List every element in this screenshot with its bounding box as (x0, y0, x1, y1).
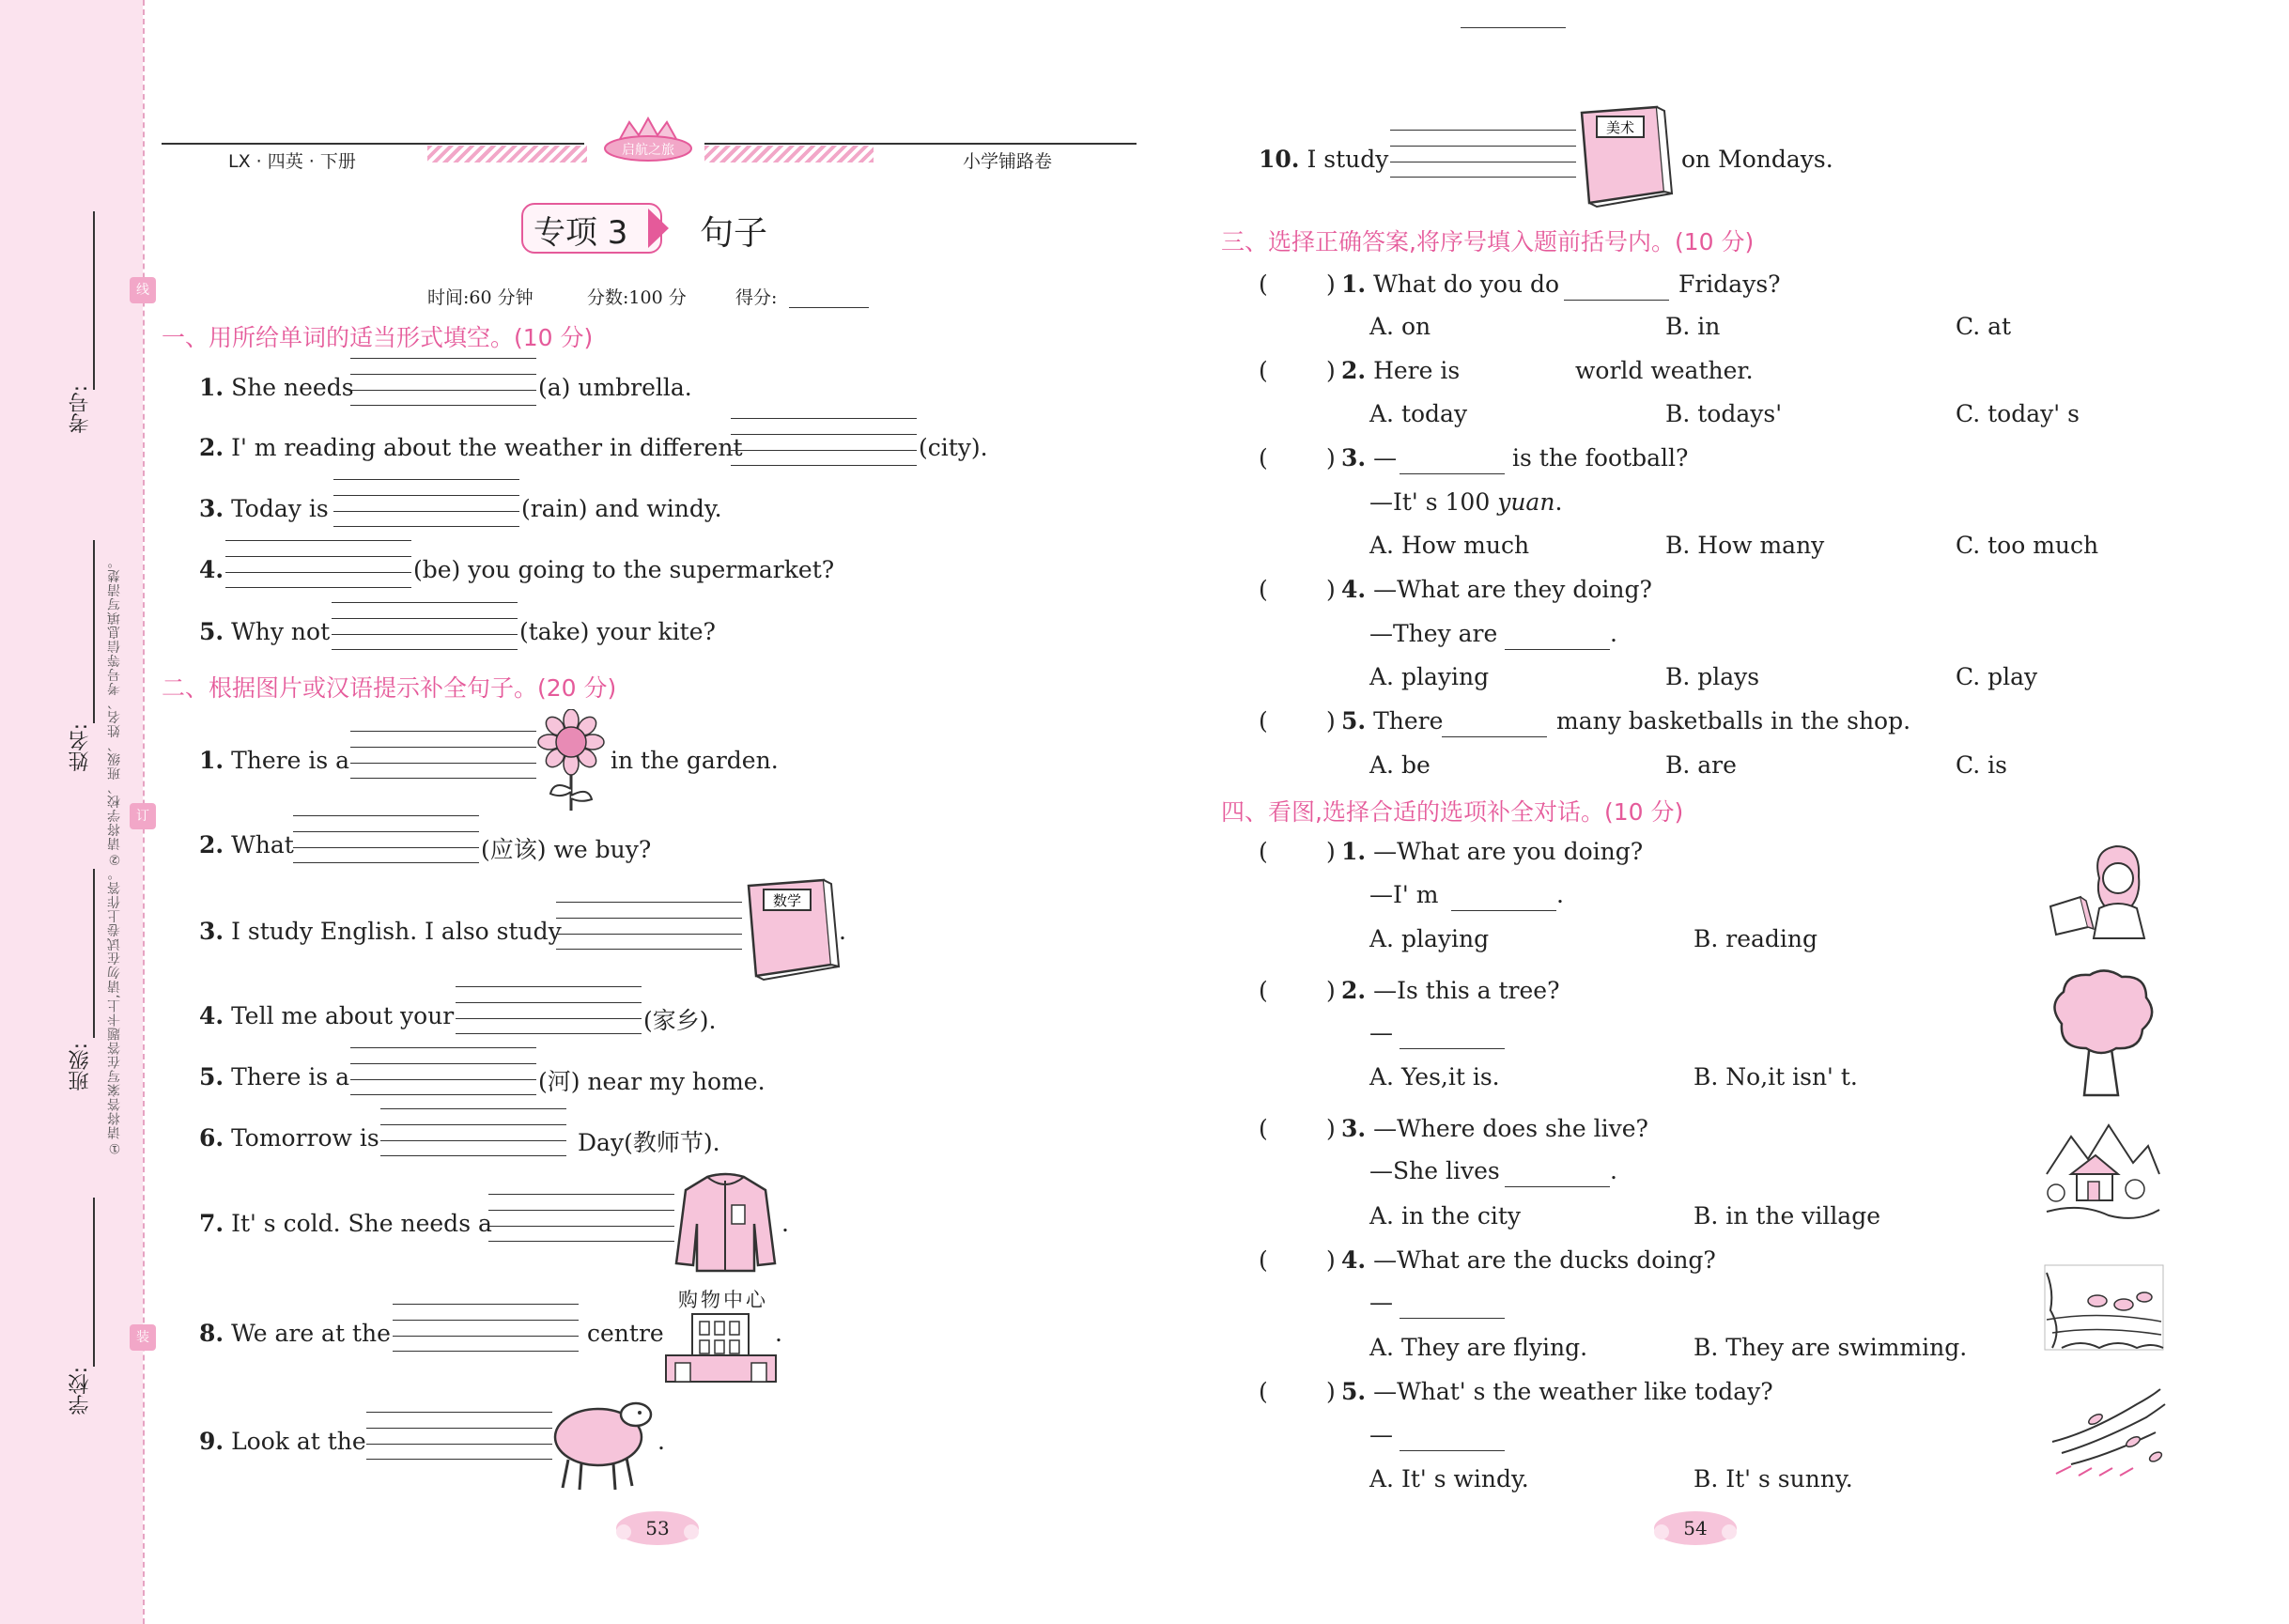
s4-q2-stem: 2. —Is this a tree? (1341, 977, 1560, 1004)
s4-q3-reply: —She lives (1369, 1157, 1500, 1184)
s4-q4-answer-box[interactable]: ( (1259, 1246, 1268, 1274)
s1-q3-hint: (rain) and windy. (521, 495, 722, 522)
s1-q5-hint: (take) your kite? (519, 618, 716, 645)
s4-q1-stem: 1. —What are you doing? (1341, 838, 1644, 865)
s2-q5: 5. There is a (199, 1063, 350, 1090)
s2-q7: 7. It' s cold. She needs a (199, 1210, 492, 1237)
s2-q8-end: . (775, 1320, 782, 1347)
class-field[interactable] (93, 869, 95, 1038)
s3-q3-option-a: A. How much (1369, 532, 1530, 559)
s3-q1-option-c: C. at (1956, 313, 2012, 340)
title-text: 句子 (700, 214, 768, 253)
section3-heading: 三、选择正确答案,将序号填入题前括号内。(10 分) (1221, 228, 1755, 255)
s3-q1-blank (1564, 272, 1669, 301)
tree-icon (2043, 967, 2160, 1099)
s4-q5-option-a: A. It' s windy. (1369, 1465, 1529, 1493)
time-info: 时间:60 分钟 (427, 287, 534, 308)
s4-q3-paren-close: ) (1326, 1115, 1336, 1142)
s4-q1-blank (1451, 883, 1556, 911)
art-book-icon (1570, 105, 1674, 209)
s3-q4-answer-box[interactable]: ( (1259, 576, 1268, 603)
s3-q5-blank (1442, 709, 1547, 737)
s1-q4-blank[interactable] (225, 556, 411, 588)
jacket-icon (672, 1169, 780, 1277)
s1-q2-blank[interactable] (731, 434, 917, 466)
header-rule-left (162, 143, 584, 145)
s3-q2-answer-box[interactable]: ( (1259, 357, 1268, 384)
section2-heading: 二、根据图片或汉语提示补全句子。(20 分) (162, 674, 617, 702)
got-label: 得分: (735, 287, 778, 308)
s1-q3: 3. Today is (199, 495, 329, 522)
s1-q5-blank[interactable] (332, 618, 518, 650)
s3-q2-blank (1461, 0, 1566, 28)
s2-q5-hint: (河) near my home. (538, 1068, 766, 1095)
s2-q1: 1. There is a (199, 747, 350, 774)
s3-q5-stem-post: many basketballs in the shop. (1556, 707, 1911, 735)
s2-q4-hint: (家乡). (643, 1007, 717, 1034)
s1-q4-hint: (be) you going to the supermarket? (413, 556, 835, 583)
s3-q3-option-b: B. How many (1665, 532, 1825, 559)
s2-q9-blank[interactable] (366, 1428, 552, 1460)
school-field[interactable] (93, 1198, 95, 1367)
s3-q3-answer-box[interactable]: ( (1259, 444, 1268, 472)
s3-q1-option-a: A. on (1369, 313, 1431, 340)
windy-icon (2043, 1385, 2170, 1479)
sheep-icon (549, 1390, 662, 1493)
s4-q1-answer-box[interactable]: ( (1259, 838, 1268, 865)
s2-q10: 10. I study (1259, 146, 1389, 173)
s2-q4: 4. Tell me about your (199, 1002, 455, 1029)
s4-q1-paren-close: ) (1326, 838, 1336, 865)
s3-q4-paren-close: ) (1326, 576, 1336, 603)
s3-q3-option-c: C. too much (1956, 532, 2099, 559)
s4-q2-answer-box[interactable]: ( (1259, 977, 1268, 1004)
s3-q4-option-b: B. plays (1665, 663, 1760, 690)
s1-q1: 1. She needs (199, 374, 354, 401)
s3-q2-option-a: A. today (1369, 400, 1468, 427)
s4-q3-option-b: B. in the village (1694, 1202, 1881, 1230)
score-info: 分数:100 分 (587, 287, 687, 308)
s4-q5-reply: — (1369, 1421, 1393, 1448)
s2-q3: 3. I study English. I also study (199, 918, 562, 945)
s2-q6-blank[interactable] (380, 1124, 566, 1156)
s3-q1-option-b: B. in (1665, 313, 1721, 340)
s4-q2-option-b: B. No,it isn' t. (1694, 1063, 1858, 1090)
mark-zhuang: 装 (130, 1324, 156, 1351)
s3-q5-paren-close: ) (1326, 707, 1336, 735)
s3-q5-option-a: A. be (1369, 751, 1431, 779)
s2-q3-post: . (839, 918, 846, 945)
s2-q2: 2. What (199, 831, 294, 858)
header-series: 小学铺路卷 (963, 151, 1053, 172)
s1-q5: 5. Why not (199, 618, 331, 645)
school-label: 学校: (69, 1367, 92, 1415)
s3-q4-option-c: C. play (1956, 663, 2038, 690)
s2-q1-post: in the garden. (611, 747, 779, 774)
s1-q1-hint: (a) umbrella. (538, 374, 692, 401)
s4-q3-blank (1505, 1159, 1610, 1187)
s2-q1-blank[interactable] (350, 747, 536, 779)
s4-q1-option-a: A. playing (1369, 925, 1490, 952)
s3-q1-stem-post: Fridays? (1678, 271, 1781, 298)
s3-q2-stem: 2. Here is (1341, 357, 1461, 384)
s3-q2-paren-close: ) (1326, 357, 1336, 384)
s4-q5-stem: 5. —What' s the weather like today? (1341, 1378, 1773, 1405)
s4-q1-option-b: B. reading (1694, 925, 1818, 952)
s4-q4-reply: — (1369, 1289, 1393, 1316)
mark-ding: 订 (130, 803, 156, 829)
header-rule-right (704, 143, 1137, 145)
s3-q4-blank (1505, 622, 1610, 650)
s3-q5-stem: 5. There (1341, 707, 1444, 735)
sunflower-icon (534, 709, 609, 812)
s2-q7-post: . (781, 1210, 789, 1237)
s2-q8-post: centre (587, 1320, 664, 1347)
ducks-pond-icon (2043, 1263, 2165, 1353)
s4-q5-blank (1400, 1423, 1505, 1451)
sidebar-note: ①请将答案写在答题卡上,请勿在试卷上作答。②请将学校、班级、姓名、考号等信息填写清楚。 (107, 554, 122, 1155)
s3-q2-stem-post: world weather. (1575, 357, 1754, 384)
village-icon (2043, 1118, 2160, 1226)
name-label: 姓名: (69, 723, 92, 772)
s3-q1-answer-box[interactable]: ( (1259, 271, 1268, 298)
logo-text: 启航之旅 (622, 143, 674, 158)
s3-q2-option-c: C. today' s (1956, 400, 2080, 427)
mall-sign: 购物中心 (678, 1289, 768, 1311)
s2-q2-hint: (应该) we buy? (481, 836, 652, 863)
s3-q5-option-c: C. is (1956, 751, 2007, 779)
s4-q1-reply-post: . (1556, 881, 1564, 908)
s3-q2-option-b: B. todays' (1665, 400, 1783, 427)
section1-heading: 一、用所给单词的适当形式填空。(10 分) (162, 324, 594, 351)
s3-q3-blank (1400, 446, 1505, 474)
s4-q3-option-a: A. in the city (1369, 1202, 1522, 1230)
math-book-icon (737, 878, 841, 982)
s4-q3-answer-box[interactable]: ( (1259, 1115, 1268, 1142)
header-stripe-left (427, 146, 587, 162)
s4-q4-stem: 4. —What are the ducks doing? (1341, 1246, 1716, 1274)
s4-q2-reply: — (1369, 1019, 1393, 1046)
s3-q3-stem: 3. — (1341, 444, 1398, 472)
s4-q4-paren-close: ) (1326, 1246, 1336, 1274)
s4-q4-option-a: A. They are flying. (1369, 1334, 1588, 1361)
s4-q5-answer-box[interactable]: ( (1259, 1378, 1268, 1405)
girl-reading-icon (2043, 841, 2165, 944)
exam-no-field[interactable] (93, 211, 95, 390)
class-label: 班级: (69, 1043, 92, 1091)
s2-q8-blank[interactable] (393, 1320, 579, 1352)
s1-q1-blank[interactable] (350, 374, 536, 406)
page-number-right: 54 (1648, 1508, 1742, 1549)
math-book-label: 数学 (772, 892, 802, 909)
s2-q9-post: . (657, 1428, 665, 1455)
s3-q4-stem: 4. —What are they doing? (1341, 576, 1652, 603)
s4-q2-blank (1400, 1021, 1505, 1049)
s3-q4-reply-post: . (1610, 620, 1617, 647)
s2-q5-blank[interactable] (350, 1063, 536, 1095)
title-label: 专项 3 (534, 214, 628, 252)
mall-building-icon (662, 1310, 780, 1385)
s3-q3-stem-post: is the football? (1512, 444, 1689, 472)
section4-heading: 四、看图,选择合适的选项补全对话。(10 分) (1221, 798, 1684, 826)
exam-no-label: 考号: (69, 385, 92, 434)
got-field[interactable] (789, 282, 869, 308)
s1-q3-blank[interactable] (333, 495, 519, 527)
s2-q7-blank[interactable] (488, 1210, 674, 1242)
s2-q10-post: on Mondays. (1681, 146, 1833, 173)
header-stripe-right (704, 146, 874, 162)
s4-q5-paren-close: ) (1326, 1378, 1336, 1405)
s4-q1-reply: —I' m (1369, 881, 1439, 908)
s2-q9: 9. Look at the (199, 1428, 366, 1455)
s4-q3-stem: 3. —Where does she live? (1341, 1115, 1648, 1142)
s3-q4-reply: —They are (1369, 620, 1498, 647)
s2-q6: 6. Tomorrow is (199, 1124, 379, 1152)
s4-q4-blank (1400, 1291, 1505, 1319)
logo-icon (601, 111, 695, 163)
s4-q3-reply-post: . (1610, 1157, 1617, 1184)
s3-q4-option-a: A. playing (1369, 663, 1490, 690)
header-edition: LX · 四英 · 下册 (228, 151, 356, 172)
s4-q4-option-b: B. They are swimming. (1694, 1334, 1968, 1361)
s3-q1-stem: 1. What do you do (1341, 271, 1560, 298)
s2-q10-blank[interactable] (1390, 146, 1576, 178)
s2-q3-blank[interactable] (556, 918, 742, 950)
s2-q4-blank[interactable] (456, 1002, 642, 1034)
name-field[interactable] (93, 540, 95, 723)
s3-q1-paren-close: ) (1326, 271, 1336, 298)
s2-q6-hint: Day(教师节). (578, 1129, 720, 1156)
s3-q3-reply: —It' s 100 yuan. (1369, 488, 1563, 516)
s2-q8: 8. We are at the (199, 1320, 391, 1347)
s3-q5-option-b: B. are (1665, 751, 1737, 779)
mark-xian: 线 (130, 277, 156, 303)
s3-q3-paren-close: ) (1326, 444, 1336, 472)
s1-q2: 2. I' m reading about the weather in different (199, 434, 743, 461)
s4-q5-option-b: B. It' s sunny. (1694, 1465, 1853, 1493)
s3-q5-answer-box[interactable]: ( (1259, 707, 1268, 735)
s4-q2-option-a: A. Yes,it is. (1369, 1063, 1500, 1090)
s1-q4: 4. (199, 556, 224, 583)
page-number-left: 53 (611, 1508, 704, 1549)
s4-q2-paren-close: ) (1326, 977, 1336, 1004)
s2-q2-blank[interactable] (293, 831, 479, 863)
art-book-label: 美术 (1605, 119, 1635, 136)
s1-q2-hint: (city). (919, 434, 988, 461)
